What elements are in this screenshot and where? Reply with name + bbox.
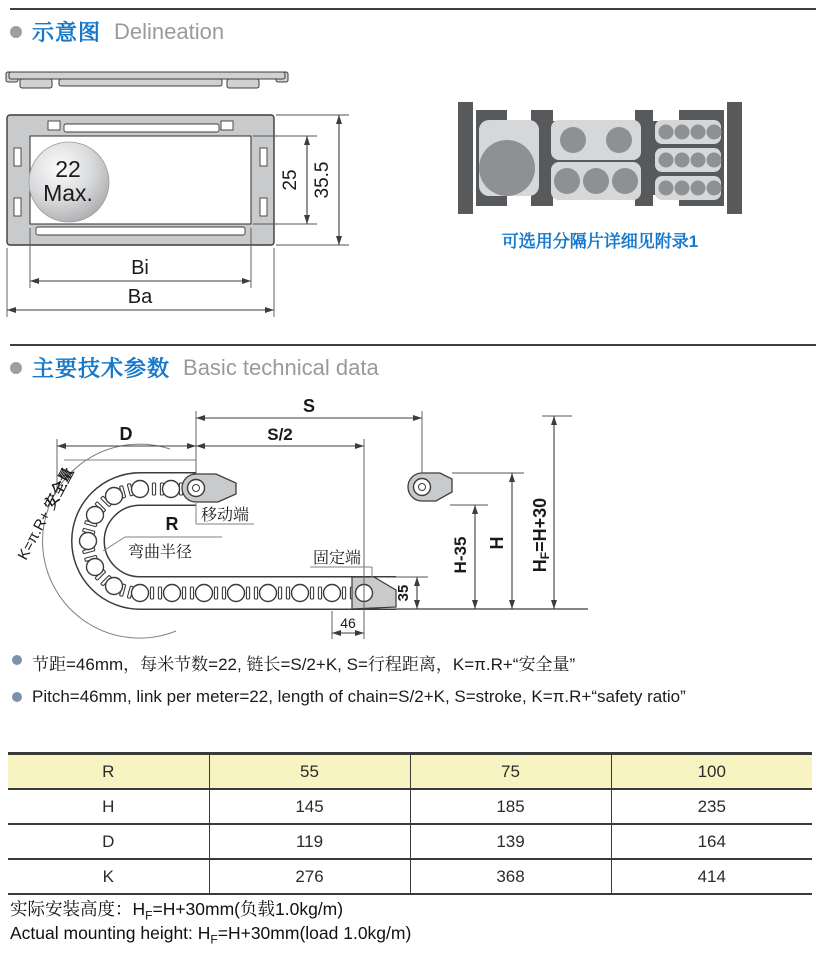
label-moving-end — [196, 503, 254, 524]
table-header-cell: R — [8, 754, 209, 790]
hf-rest: =H+30 — [530, 497, 550, 552]
footer-zh-rest: =H+30mm(负载1.0kg/m) — [152, 899, 344, 919]
footer-en-rest: =H+30mm(load 1.0kg/m) — [217, 923, 412, 943]
table-cell: 276 — [209, 859, 410, 894]
note-zh — [10, 650, 575, 675]
mounting-height-en — [10, 923, 411, 947]
fixed-end-label: 固定端 — [313, 550, 362, 567]
section2-header — [8, 352, 379, 383]
table-row — [8, 824, 812, 859]
dim-h-35-label: H-35 — [451, 536, 470, 574]
label-fixed-end — [310, 549, 372, 578]
dim-s-label: S — [302, 396, 316, 416]
moving-end-bracket — [182, 474, 236, 502]
table-header-cell: 75 — [410, 754, 611, 790]
note-bullet-icon — [12, 692, 22, 702]
lid-profile — [6, 72, 288, 88]
separator-caption: 可选用分隔片详细见附录1 — [501, 232, 699, 251]
k-formula-part1: K=π.R+ — [14, 508, 55, 563]
dim-d-label: D — [119, 424, 133, 444]
note-zh-text: 节距=46mm，每米节数=22, 链长=S/2+K, S=行程距离，K=π.R+“安全量” — [32, 655, 576, 674]
dim-35-5-label: 35.5 — [312, 161, 333, 199]
table-cell: 414 — [611, 859, 812, 894]
note-en-text: Pitch=46mm, link per meter=22, length of chain=S/2+K, S=stroke, K=π.R+“safety ratio” — [32, 687, 686, 706]
note-bullet-icon — [12, 655, 22, 665]
dim-s — [196, 396, 422, 474]
dim-35 — [395, 577, 428, 609]
section-bullet-icon — [10, 362, 22, 374]
table-cell: 164 — [611, 824, 812, 859]
dim-h-minus-35 — [450, 505, 488, 609]
dim-hf-label — [530, 498, 552, 572]
section1-title-en: Delineation — [114, 18, 225, 44]
section2-top-rule — [10, 344, 816, 346]
table-row — [8, 789, 812, 824]
cable-sphere — [29, 142, 109, 222]
table-cell: 139 — [410, 824, 611, 859]
table-cell: 368 — [410, 859, 611, 894]
sphere-label-top: 22 — [55, 156, 81, 182]
dim-h-label: H — [487, 536, 507, 550]
footer-en-h: H — [197, 923, 211, 943]
table-cell: 119 — [209, 824, 410, 859]
table-header-cell: 55 — [209, 754, 410, 790]
mounting-height-zh — [10, 896, 343, 923]
chain-diagram — [0, 393, 600, 648]
table-cell: 185 — [410, 789, 611, 824]
dim-bi-label: Bi — [131, 257, 149, 279]
dim-46-label: 46 — [340, 615, 356, 631]
footer-en-prefix: Actual mounting height: — [10, 923, 198, 943]
table-cell: 235 — [611, 789, 812, 824]
k-formula-label — [14, 464, 78, 563]
dim-ba-label: Ba — [127, 286, 153, 308]
dim-hf — [530, 416, 572, 609]
cross-section-drawing — [2, 60, 452, 318]
moving-end-label: 移动端 — [201, 507, 250, 524]
section2-title-zh: 主要技术参数 — [32, 356, 171, 381]
footer-zh-prefix: 实际安装高度： — [10, 899, 133, 919]
section2-title-en: Basic technical data — [183, 354, 379, 380]
sphere-label-bottom: Max. — [43, 180, 93, 206]
chain-band — [88, 489, 396, 593]
section1-header — [8, 16, 224, 47]
k-formula-part2: 安全量 — [41, 464, 78, 513]
footer-en-sub: F — [210, 932, 218, 947]
dim-46 — [332, 611, 364, 639]
footer-zh-sub: F — [145, 908, 153, 923]
table-cell: K — [8, 859, 209, 894]
mount-bracket — [408, 473, 452, 501]
table-cell: D — [8, 824, 209, 859]
r-label-zh: 弯曲半径 — [128, 544, 193, 561]
dim-35-label: 35 — [395, 584, 412, 602]
section1-top-rule — [10, 8, 816, 10]
dim-s-half-label: S/2 — [267, 425, 293, 444]
note-en — [10, 687, 686, 707]
table-cell: 145 — [209, 789, 410, 824]
hf-sub: F — [538, 551, 552, 560]
table-header-cell: 100 — [611, 754, 812, 790]
spec-table — [8, 752, 812, 895]
table-cell: H — [8, 789, 209, 824]
section1-title-zh: 示意图 — [32, 20, 102, 45]
hf-h: H — [530, 559, 550, 573]
separator-illustration — [455, 100, 745, 218]
table-header-row — [8, 754, 812, 790]
section-bullet-icon — [10, 26, 22, 38]
table-row — [8, 859, 812, 894]
dim-25-label: 25 — [280, 169, 301, 191]
r-label: R — [165, 514, 179, 534]
footer-zh-h: H — [132, 899, 146, 919]
